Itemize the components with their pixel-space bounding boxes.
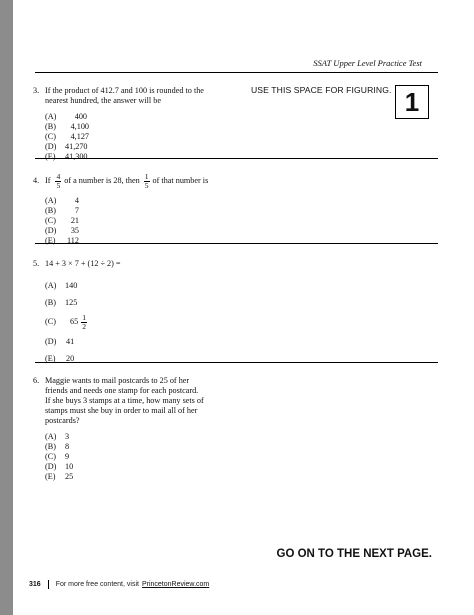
answer-choice: (C) 21 bbox=[45, 216, 79, 225]
header-title: SSAT Upper Level Practice Test bbox=[313, 58, 422, 68]
website-link[interactable]: PrincetonReview.com bbox=[141, 581, 210, 588]
answer-choice: (A) 4 bbox=[45, 196, 79, 205]
figuring-label: USE THIS SPACE FOR FIGURING. bbox=[251, 85, 392, 95]
question-5 bbox=[33, 259, 121, 367]
question-6 bbox=[33, 376, 204, 482]
answer-choice: (C) 4,127 bbox=[45, 132, 89, 141]
answer-choice: (D) 41,270 bbox=[45, 142, 88, 151]
answer-choice: (D) 41 bbox=[45, 336, 75, 346]
question-3 bbox=[33, 86, 204, 162]
header-rule bbox=[35, 72, 438, 73]
answer-choice: (C) 9 bbox=[45, 452, 70, 461]
answer-choice: (B) 8 bbox=[45, 442, 70, 451]
question-number: 6. bbox=[33, 376, 40, 385]
answer-choice: (A) 3 bbox=[45, 432, 70, 441]
question-number: 4. bbox=[33, 176, 40, 185]
answer-choice: (C) 65 $\frac{1}{2}$ bbox=[45, 312, 86, 331]
answer-choice: (A) 400 bbox=[45, 112, 87, 121]
answer-choice: (E) 25 bbox=[45, 472, 74, 481]
answer-choice: (B) 7 bbox=[45, 206, 79, 215]
answer-choice: (A) 140 bbox=[45, 280, 78, 290]
question-number: 3. bbox=[33, 86, 40, 95]
answer-choice: (E) 20 bbox=[45, 353, 75, 363]
answer-choices bbox=[45, 196, 208, 246]
question-text: 14 + 3 × 7 + (12 ÷ 2) = bbox=[45, 259, 121, 268]
answer-choices bbox=[45, 432, 204, 482]
footer bbox=[29, 580, 209, 589]
question-text: If $\frac{4}{5}$ of a number is 28, then $\frac{1}{5}$ of that number is bbox=[45, 171, 209, 190]
question-4 bbox=[33, 171, 209, 246]
section-rule bbox=[35, 243, 438, 244]
question-text-line: stamps must she buy in order to mail all of her bbox=[45, 406, 198, 415]
answer-choice: (B) 125 bbox=[45, 297, 78, 307]
go-on-notice: GO ON TO THE NEXT PAGE. bbox=[276, 548, 432, 560]
page bbox=[13, 0, 474, 615]
answer-choice: (D) 10 bbox=[45, 462, 74, 471]
question-text-line: Maggie wants to mail postcards to 25 of her bbox=[45, 376, 190, 385]
answer-choice: (E) 112 bbox=[45, 236, 79, 245]
question-text-line: If the product of 412.7 and 100 is rounded to the bbox=[45, 86, 204, 95]
section-rule bbox=[35, 362, 438, 363]
section-badge: 1 bbox=[395, 85, 429, 119]
answer-choice: (E) 41,300 bbox=[45, 152, 88, 161]
answer-choices bbox=[45, 112, 204, 162]
question-text-line: nearest hundred, the answer will be bbox=[45, 96, 161, 105]
question-text-line: If she buys 3 stamps at a time, how many sets of bbox=[45, 396, 204, 405]
question-text-line: postcards? bbox=[45, 416, 80, 425]
answer-choice: (B) 4,100 bbox=[45, 122, 89, 131]
question-text-line: friends and needs one stamp for each postcard. bbox=[45, 386, 199, 395]
section-rule bbox=[35, 158, 438, 159]
fraction: $\frac{1}{5}$ bbox=[144, 171, 149, 190]
footer-text: For more free content, visit bbox=[55, 581, 139, 588]
fraction: $\frac{4}{5}$ bbox=[56, 171, 61, 190]
footer-separator bbox=[48, 580, 49, 589]
page-number: 316 bbox=[29, 581, 41, 588]
question-number: 5. bbox=[33, 259, 40, 268]
fraction: $\frac{1}{2}$ bbox=[82, 312, 86, 331]
side-bar bbox=[0, 0, 13, 615]
answer-choice: (D) 35 bbox=[45, 226, 79, 235]
answer-choices bbox=[45, 277, 121, 367]
